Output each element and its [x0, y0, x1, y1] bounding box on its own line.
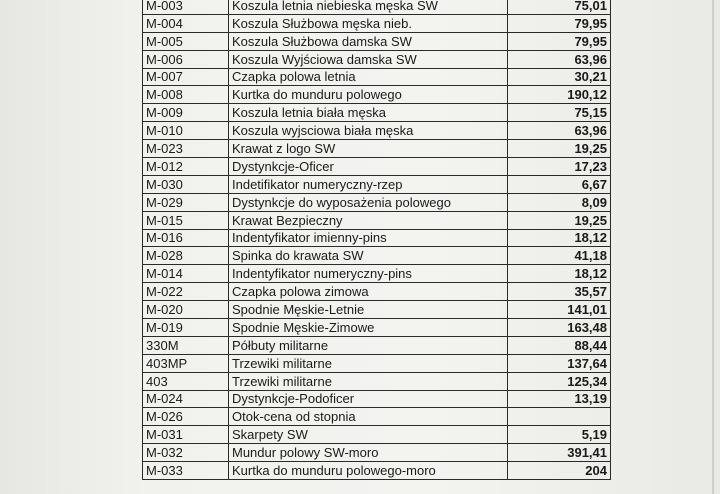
name-cell: Indetifikator numeryczny-rzep [229, 175, 508, 193]
name-cell: Dystynkcje do wyposażenia polowego [229, 193, 508, 211]
table-row [143, 426, 611, 444]
table-row [143, 354, 611, 372]
code-cell: M-006 [143, 50, 229, 68]
table-row [143, 0, 611, 14]
code-cell: 403 [143, 372, 229, 390]
code-cell: M-026 [143, 408, 229, 426]
code-cell: M-022 [143, 283, 229, 301]
name-cell: Koszula Wyjściowa damska SW [229, 50, 508, 68]
code-cell: M-020 [143, 301, 229, 319]
price-cell: 5,19 [508, 426, 611, 444]
name-cell: Kurtka do munduru polowego-moro [229, 462, 508, 480]
name-cell: Kurtka do munduru polowego [229, 86, 508, 104]
code-cell: M-003 [143, 0, 229, 14]
code-cell: M-019 [143, 319, 229, 337]
code-cell: M-012 [143, 158, 229, 176]
code-cell: M-033 [143, 462, 229, 480]
name-cell: Koszula wyjsciowa biała męska [229, 122, 508, 140]
price-cell: 63,96 [508, 122, 611, 140]
table-row [143, 104, 611, 122]
table-row [143, 336, 611, 354]
code-cell: M-015 [143, 211, 229, 229]
name-cell: Czapka polowa zimowa [229, 283, 508, 301]
table-row [143, 229, 611, 247]
price-cell: 13,19 [508, 390, 611, 408]
name-cell: Koszula Służbowa damska SW [229, 32, 508, 50]
table-row [143, 50, 611, 68]
code-cell: M-029 [143, 193, 229, 211]
price-cell: 18,12 [508, 265, 611, 283]
price-cell: 88,44 [508, 336, 611, 354]
name-cell: Dystynkcje-Oficer [229, 158, 508, 176]
price-table [142, 0, 611, 480]
table-row [143, 193, 611, 211]
name-cell: Spodnie Męskie-Letnie [229, 301, 508, 319]
price-cell: 19,25 [508, 140, 611, 158]
table-row [143, 390, 611, 408]
name-cell: Koszula Służbowa męska nieb. [229, 14, 508, 32]
code-cell: 403MP [143, 354, 229, 372]
table-row [143, 283, 611, 301]
name-cell: Trzewiki militarne [229, 372, 508, 390]
code-cell: M-007 [143, 68, 229, 86]
price-cell: 8,09 [508, 193, 611, 211]
price-cell: 79,95 [508, 14, 611, 32]
price-cell: 30,21 [508, 68, 611, 86]
name-cell: Dystynkcje-Podoficer [229, 390, 508, 408]
table-row [143, 68, 611, 86]
price-cell: 75,15 [508, 104, 611, 122]
price-cell: 391,41 [508, 444, 611, 462]
table-row [143, 32, 611, 50]
table-row [143, 175, 611, 193]
code-cell: M-028 [143, 247, 229, 265]
table-row [143, 372, 611, 390]
code-cell: M-016 [143, 229, 229, 247]
name-cell: Indentyfikator numeryczny-pins [229, 265, 508, 283]
name-cell: Czapka polowa letnia [229, 68, 508, 86]
price-cell: 41,18 [508, 247, 611, 265]
table-row [143, 247, 611, 265]
table-row [143, 301, 611, 319]
code-cell: M-030 [143, 175, 229, 193]
price-cell: 163,48 [508, 319, 611, 337]
price-cell: 125,34 [508, 372, 611, 390]
name-cell: Skarpety SW [229, 426, 508, 444]
code-cell: M-014 [143, 265, 229, 283]
name-cell: Otok-cena od stopnia [229, 408, 508, 426]
name-cell: Półbuty militarne [229, 336, 508, 354]
name-cell: Koszula letnia niebieska męska SW [229, 0, 508, 14]
price-cell: 137,64 [508, 354, 611, 372]
code-cell: M-031 [143, 426, 229, 444]
table-row [143, 462, 611, 480]
table-row [143, 122, 611, 140]
name-cell: Trzewiki militarne [229, 354, 508, 372]
code-cell: M-010 [143, 122, 229, 140]
code-cell: M-004 [143, 14, 229, 32]
name-cell: Mundur polowy SW-moro [229, 444, 508, 462]
price-cell: 190,12 [508, 86, 611, 104]
price-cell: 63,96 [508, 50, 611, 68]
code-cell: M-023 [143, 140, 229, 158]
price-cell: 141,01 [508, 301, 611, 319]
code-cell: M-005 [143, 32, 229, 50]
table-row [143, 319, 611, 337]
name-cell: Krawat z logo SW [229, 140, 508, 158]
price-cell: 75,01 [508, 0, 611, 14]
code-cell: M-008 [143, 86, 229, 104]
table-row [143, 211, 611, 229]
table-row [143, 408, 611, 426]
code-cell: M-032 [143, 444, 229, 462]
name-cell: Koszula letnia biała męska [229, 104, 508, 122]
price-cell: 18,12 [508, 229, 611, 247]
code-cell: M-009 [143, 104, 229, 122]
page-edge [712, 0, 714, 494]
code-cell: M-024 [143, 390, 229, 408]
table-row [143, 265, 611, 283]
table-row [143, 444, 611, 462]
table-row [143, 140, 611, 158]
name-cell: Krawat Bezpieczny [229, 211, 508, 229]
table-row [143, 86, 611, 104]
price-cell: 17,23 [508, 158, 611, 176]
price-cell: 19,25 [508, 211, 611, 229]
price-cell: 79,95 [508, 32, 611, 50]
name-cell: Indentyfikator imienny-pins [229, 229, 508, 247]
price-cell: 6,67 [508, 175, 611, 193]
price-cell: 204 [508, 462, 611, 480]
code-cell: 330M [143, 336, 229, 354]
name-cell: Spodnie Męskie-Zimowe [229, 319, 508, 337]
price-cell: 35,57 [508, 283, 611, 301]
name-cell: Spinka do krawata SW [229, 247, 508, 265]
price-cell [508, 408, 611, 426]
table-row [143, 14, 611, 32]
table-row [143, 158, 611, 176]
